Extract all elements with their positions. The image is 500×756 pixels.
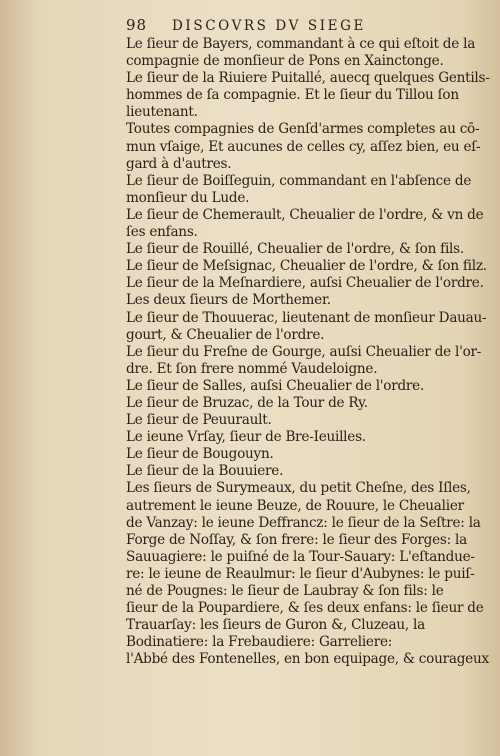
- text-line: Le ſieur de Boiſſeguin, commandant en l'abſence de: [126, 172, 472, 189]
- text-line: Sauuagiere: le puiſné de la Tour-Sauary: L'eſtandue-: [126, 548, 475, 565]
- text-line: compagnie de monſieur de Pons en Xainctonge.: [126, 53, 444, 70]
- page-number: 98: [126, 16, 148, 34]
- text-line: Le ieune Vrſay, ſieur de Bre-Ieuilles.: [126, 429, 366, 446]
- text-line: l'Abbé des Fontenelles, en bon equipage, & courageux: [126, 651, 489, 668]
- text-line: né de Pougnes: le ſieur de Laubray & ſon fils: le: [126, 583, 444, 599]
- text-line: autrement le ieune Beuze, de Rouure, le Cheualier: [126, 497, 464, 514]
- text-line: Le ſieur de Thouuerac, lieutenant de monſieur Dauau-: [126, 309, 487, 326]
- text-line: monſieur du Lude.: [126, 189, 250, 206]
- text-line: ſes enfans.: [126, 224, 198, 241]
- text-line: Le ſieur de Chemerault, Cheualier de l'ordre, & vn de: [126, 206, 484, 223]
- text-line: Le ſieur de Peuurault.: [126, 412, 272, 429]
- running-title: DISCOVRS DV SIEGE: [172, 18, 366, 34]
- text-line: Le ſieur de Rouillé, Cheualier de l'ordre, & ſon fils.: [126, 241, 464, 258]
- text-line: gourt, & Cheualier de l'ordre.: [126, 326, 325, 343]
- body-text: [126, 36, 491, 668]
- text-line: Forge de Noſſay, & ſon frere: le ſieur des Forges: la: [126, 531, 467, 548]
- page-header: [126, 16, 484, 38]
- text-line: Le ſieur de Salles, auſsi Cheualier de l'ordre.: [126, 377, 425, 394]
- text-line: Le ſieur de Bayers, commandant à ce qui eſtoit de la: [126, 36, 476, 52]
- text-line: Les ſieurs de Surymeaux, du petit Cheſne, des Iſles,: [126, 480, 471, 497]
- text-line: lieutenant.: [126, 104, 198, 121]
- text-line: Le ſieur de la Riuiere Puitallé, auecq quelques Gentils-: [126, 70, 490, 87]
- text-line: Le ſieur de la Bouuiere.: [126, 463, 284, 480]
- text-line: Les deux ſieurs de Morthemer.: [126, 292, 331, 309]
- text-line: Le ſieur de Bougouyn.: [126, 446, 274, 463]
- text-line: Toutes compagnies de Genſd'armes completes au cō-: [126, 121, 480, 138]
- text-line: Le ſieur du Freſne de Gourge, auſsi Cheualier de l'or-: [126, 343, 482, 360]
- text-line: Le ſieur de la Meſnardiere, auſsi Cheualier de l'ordre.: [126, 275, 484, 292]
- text-line: gard à d'autres.: [126, 155, 232, 172]
- text-line: mun vſaige, Et aucunes de celles cy, aſſez bien, eu eſ-: [126, 138, 481, 155]
- text-line: re: le ieune de Reaulmur: le ſieur d'Aubynes: le puiſ-: [126, 565, 475, 582]
- text-line: hommes de ſa compagnie. Et le ſieur du Tillou ſon: [126, 87, 459, 104]
- text-line: Trauarſay: les ſieurs de Guron &, Cluzeau, la: [126, 617, 426, 634]
- text-line: ſieur de la Poupardiere, & ſes deux enfans: le ſieur de: [126, 600, 484, 617]
- text-line: Le ſieur de Bruzac, de la Tour de Ry.: [126, 394, 368, 411]
- text-line: Bodinatiere: la Frebaudiere: Garreliere:: [126, 634, 393, 651]
- text-line: de Vanzay: le ieune Deffrancz: le ſieur de la Seſtre: la: [126, 514, 481, 531]
- text-line: dre. Et ſon frere nommé Vaudeloigne.: [126, 360, 378, 377]
- text-line: Le ſieur de Meſsignac, Cheualier de l'ordre, & ſon filz.: [126, 258, 487, 275]
